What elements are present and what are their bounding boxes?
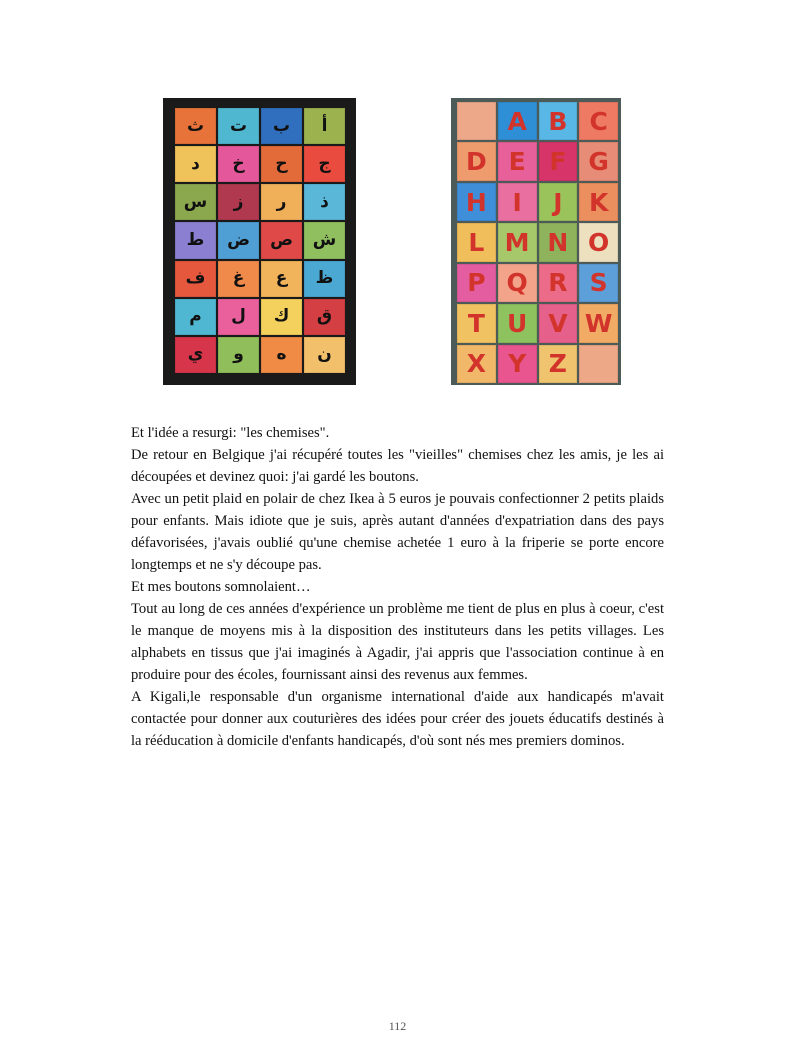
- latin-letter-tile: C: [579, 102, 618, 140]
- arabic-letter-tile: ع: [261, 261, 302, 297]
- arabic-letter-tile: ر: [261, 184, 302, 220]
- paragraph-plaid: Avec un petit plaid en polair de chez Ikea à 5 euros je pouvais confectionner 2 petits plaids pour enfants. Mais idiote que je suis, après autant d'années d'expatriation dans des pays défavorisées, j'avais oublié qu'une chemise achetée 1 euro à la friperie se porte encore longtemps et ne s'y découpe pas.: [131, 491, 664, 573]
- latin-letter-tile: H: [457, 183, 496, 221]
- arabic-letter-tile: غ: [218, 261, 259, 297]
- arabic-letter-tile: ج: [304, 146, 345, 182]
- latin-letter-tile: M: [498, 223, 537, 261]
- arabic-letter-tile: س: [175, 184, 216, 220]
- latin-letter-tile: P: [457, 264, 496, 302]
- latin-letter-tile: [579, 345, 618, 383]
- arabic-letter-tile: ي: [175, 337, 216, 373]
- arabic-letter-tile: ق: [304, 299, 345, 335]
- body-text: [131, 422, 664, 752]
- arabic-letter-tile: خ: [218, 146, 259, 182]
- arabic-letter-tile: ذ: [304, 184, 345, 220]
- latin-alphabet-quilt-photo: [451, 98, 621, 385]
- latin-letter-tile: V: [539, 304, 578, 342]
- latin-letter-tile: U: [498, 304, 537, 342]
- arabic-letter-tile: م: [175, 299, 216, 335]
- latin-letter-tile: Y: [498, 345, 537, 383]
- arabic-letter-tile: ظ: [304, 261, 345, 297]
- page-number: 112: [388, 1019, 407, 1033]
- paragraph-villages: Tout au long de ces années d'expérience un problème me tient de plus en plus à coeur, c'est le manque de moyens mis à la disposition des instituteurs dans les petits villages. Les alphabets en tissus que j'ai imaginés à Agadir, j'ai appris que l'association continue à en produire pour des écoles, fournissant ainsi des revenus aux femmes.: [131, 601, 664, 683]
- latin-letter-tile: A: [498, 102, 537, 140]
- latin-letter-tile: J: [539, 183, 578, 221]
- latin-letter-tile: D: [457, 142, 496, 180]
- arabic-letter-tile: ن: [304, 337, 345, 373]
- arabic-letter-tile: ه: [261, 337, 302, 373]
- latin-letter-tile: O: [579, 223, 618, 261]
- arabic-letter-tile: ف: [175, 261, 216, 297]
- paragraph-buttons: Et mes boutons somnolaient…: [131, 579, 311, 595]
- latin-letter-tile: Z: [539, 345, 578, 383]
- latin-letter-tile: S: [579, 264, 618, 302]
- arabic-letter-tile: ط: [175, 222, 216, 258]
- latin-letter-tile: Q: [498, 264, 537, 302]
- paragraph-intro: Et l'idée a resurgi: "les chemises".: [131, 425, 330, 441]
- paragraph-kigali: A Kigali,le responsable d'un organisme international d'aide aux handicapés m'avait contactée pour donner aux couturières des idées pour créer des jouets éducatifs destinés à la rééducation à domicile d'enfants handicapés, d'où sont nés mes premiers dominos.: [131, 689, 664, 749]
- latin-letter-tile: T: [457, 304, 496, 342]
- latin-letter-tile: W: [579, 304, 618, 342]
- arabic-letter-tile: ك: [261, 299, 302, 335]
- arabic-letter-tile: و: [218, 337, 259, 373]
- arabic-letter-tile: ز: [218, 184, 259, 220]
- arabic-letter-tile: د: [175, 146, 216, 182]
- arabic-letter-tile: ص: [261, 222, 302, 258]
- arabic-letter-tile: ث: [175, 108, 216, 144]
- latin-letter-tile: [457, 102, 496, 140]
- latin-letter-tile: B: [539, 102, 578, 140]
- latin-letter-tile: G: [579, 142, 618, 180]
- latin-letter-tile: X: [457, 345, 496, 383]
- arabic-letter-tile: ض: [218, 222, 259, 258]
- arabic-letter-tile: ب: [261, 108, 302, 144]
- arabic-letter-tile: ت: [218, 108, 259, 144]
- arabic-letter-tile: ل: [218, 299, 259, 335]
- arabic-alphabet-quilt-photo: [163, 98, 356, 385]
- latin-letter-tile: E: [498, 142, 537, 180]
- paragraph-belgium: De retour en Belgique j'ai récupéré toutes les "vieilles" chemises chez les amis, je les ai découpées et devinez quoi: j'ai gardé les boutons.: [131, 447, 664, 485]
- arabic-letter-tile: أ: [304, 108, 345, 144]
- latin-letter-tile: I: [498, 183, 537, 221]
- latin-letter-tile: K: [579, 183, 618, 221]
- latin-letter-tile: R: [539, 264, 578, 302]
- latin-letter-tile: L: [457, 223, 496, 261]
- arabic-letter-tile: ح: [261, 146, 302, 182]
- latin-letter-tile: N: [539, 223, 578, 261]
- arabic-letter-tile: ش: [304, 222, 345, 258]
- latin-letter-tile: F: [539, 142, 578, 180]
